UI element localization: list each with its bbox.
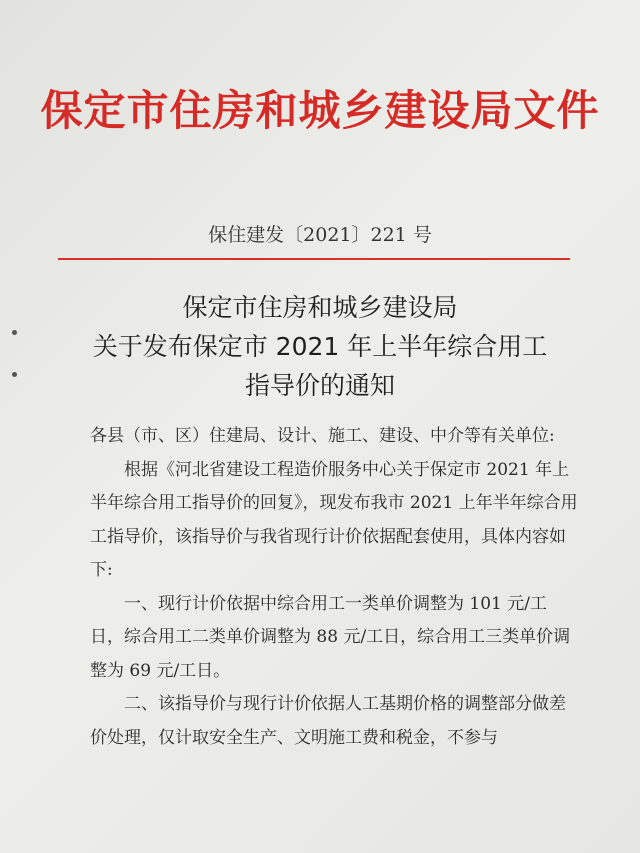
notice-title (0, 288, 640, 405)
notice-title-line: 关于发布保定市 2021 年上半年综合用工 (92, 332, 548, 361)
notice-title-line: 保定市住房和城乡建设局 (182, 293, 458, 322)
addressee-line: 各县（市、区）住建局、设计、施工、建设、中介等有关单位: (90, 426, 555, 446)
body-paragraph: 一、现行计价依据中综合用工一类单价调整为 101 元/工日，综合用工二类单价调整为 88 元/工日，综合用工三类单价调整为 69 元/工日。 (90, 593, 571, 681)
red-divider-rule (58, 258, 570, 260)
body-paragraph: 二、该指导价与现行计价依据人工基期价格的调整部分做差价处理，仅计取安全生产、文明施工费和税金，不参与 (90, 694, 566, 748)
notice-title-line: 指导价的通知 (244, 371, 395, 400)
body-paragraph: 根据《河北省建设工程造价服务中心关于保定市 2021 年上半年综合用工指导价的回复》，现发布我市 2021 上年半年综合用工指导价，该指导价与我省现行计价依据配套使用，具体内容如下: (90, 459, 578, 580)
document-number: 保住建发〔2021〕221 号 (208, 224, 432, 246)
red-header-title: 保定市住房和城乡建设局文件 (40, 86, 600, 135)
notice-body (90, 420, 578, 755)
